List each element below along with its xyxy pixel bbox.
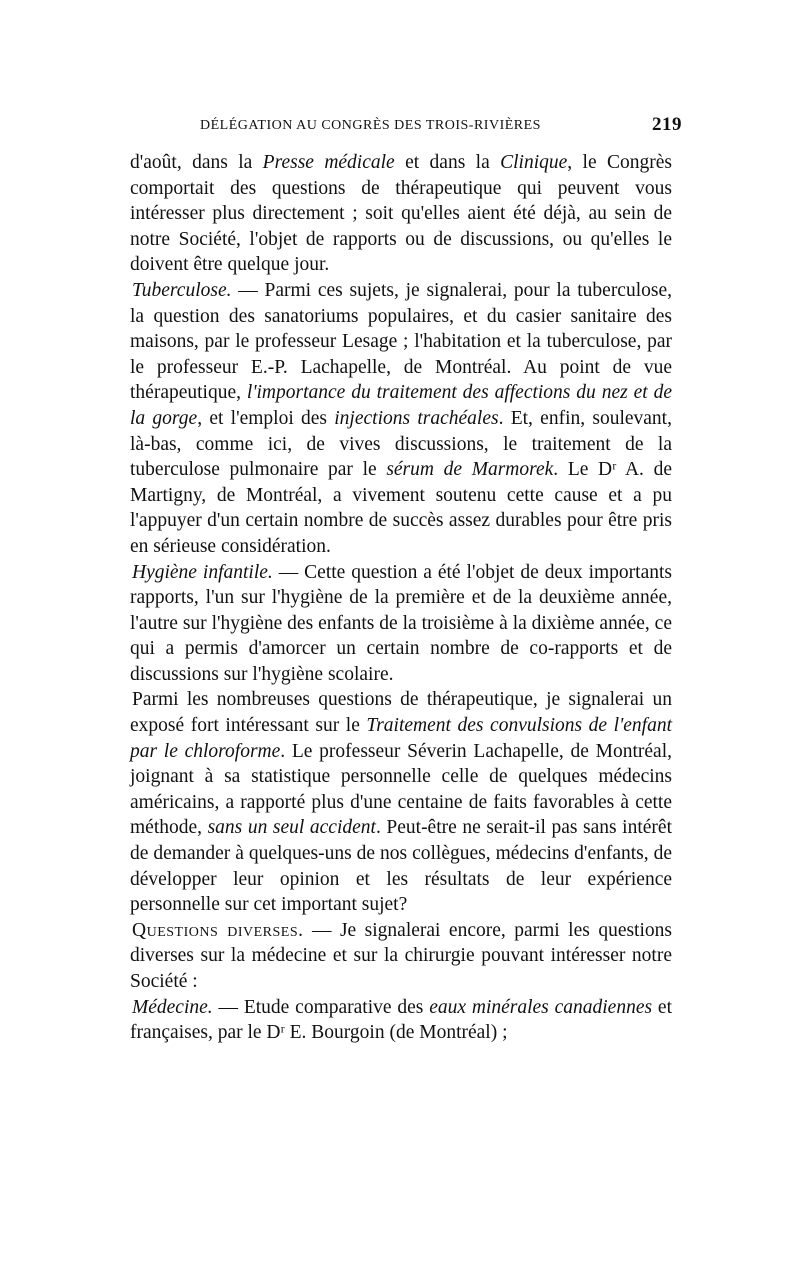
- text-run: . Et, enfin, soulevant, là-bas, comme ici, de vives discussions, le traitement de la tuberculose pulmonaire par le: [130, 407, 672, 481]
- section-heading: Médecine.: [132, 996, 213, 1018]
- italic-run: eaux minérales canadiennes: [429, 996, 653, 1018]
- italic-run: Clinique: [500, 152, 568, 173]
- text-run: — Je signalerai encore, parmi les questions diverses sur la médecine et sur la chirurgie pouvant intéresser notre Société :: [130, 919, 672, 992]
- text-run: Parmi les nombreuses questions de thérapeutique, je signalerai un exposé fort intéressant sur le: [130, 689, 672, 737]
- text-run: — Etude comparative des: [212, 996, 430, 1018]
- page-number: 219: [652, 114, 682, 135]
- text-run: . Peut-être ne serait-il pas sans intérêt de demander à quelques-uns de nos collègues, médecins d'enfants, de développer leur opinion et les résultats de leur expérience personnelle sur cet important sujet?: [130, 817, 672, 916]
- body-text: [130, 150, 672, 1046]
- text-run: . Le professeur Séverin Lachapelle, de Montréal, joignant à sa statistique personnelle celle de quelques médecins américains, a rapporté plus d'une centaine de faits favorables à cette méthode,: [130, 740, 673, 839]
- italic-run: injections trachéales: [334, 407, 499, 429]
- text-run: , et l'emploi des: [197, 407, 335, 429]
- paragraph-convulsions: [130, 687, 672, 917]
- italic-run: sans un seul accident: [207, 817, 376, 839]
- paragraph-intro: [130, 150, 672, 278]
- text-run: d'août, dans la: [130, 152, 263, 173]
- paragraph-tuberculose: [130, 278, 672, 560]
- paragraph-questions-diverses: [130, 918, 672, 995]
- paragraph-medecine: [130, 995, 672, 1046]
- section-heading: Hygiène infantile.: [132, 561, 273, 583]
- section-heading: Tuberculose.: [132, 279, 232, 301]
- text-run: . Le Dʳ A. de Martigny, de Montréal, a vivement soutenu cette cause et a pu l'appuyer d'un certain nombre de succès assez durables pour être pris en sérieuse considération.: [130, 459, 672, 557]
- italic-run: sérum de Marmorek: [386, 459, 554, 481]
- section-heading: Questions diverses.: [132, 919, 304, 941]
- italic-run: l'importance du traitement des affections du nez et de la gorge: [130, 382, 672, 429]
- text-run: et dans la: [394, 152, 501, 173]
- text-run: , le Congrès comportait des questions de thérapeutique qui peuvent vous intéresser plus directement ; soit qu'elles aient été déjà, au sein de notre Société, l'objet de rapports ou de discussions, ou qu'elles le doivent être quelque jour.: [130, 152, 672, 276]
- paragraph-hygiene: [130, 560, 672, 688]
- italic-run: Traitement des convulsions de l'enfant par le chloroforme: [130, 715, 672, 762]
- text-run: et françaises, par le Dʳ E. Bourgoin (de Montréal) ;: [130, 996, 673, 1044]
- running-title: DÉLÉGATION AU CONGRÈS DES TROIS-RIVIÈRES: [200, 118, 541, 133]
- text-run: — Parmi ces sujets, je signalerai, pour la tuberculose, la question des sanatoriums populaires, et du casier sanitaire des maisons, par le professeur Lesage ; l'habitation et la tuberculose, par le professeur E.-P. Lachapelle, de Montréal. Au point de vue thérapeutique,: [130, 279, 672, 404]
- text-run: — Cette question a été l'objet de deux importants rapports, l'un sur l'hygiène de la première et de la deuxième année, l'autre sur l'hygiène des enfants de la troisième à la dixième année, ce qui a permis d'amorcer un certain nombre de co-rapports et de discussions sur l'hygiène scolaire.: [130, 561, 672, 685]
- italic-run: Presse médicale: [262, 152, 395, 173]
